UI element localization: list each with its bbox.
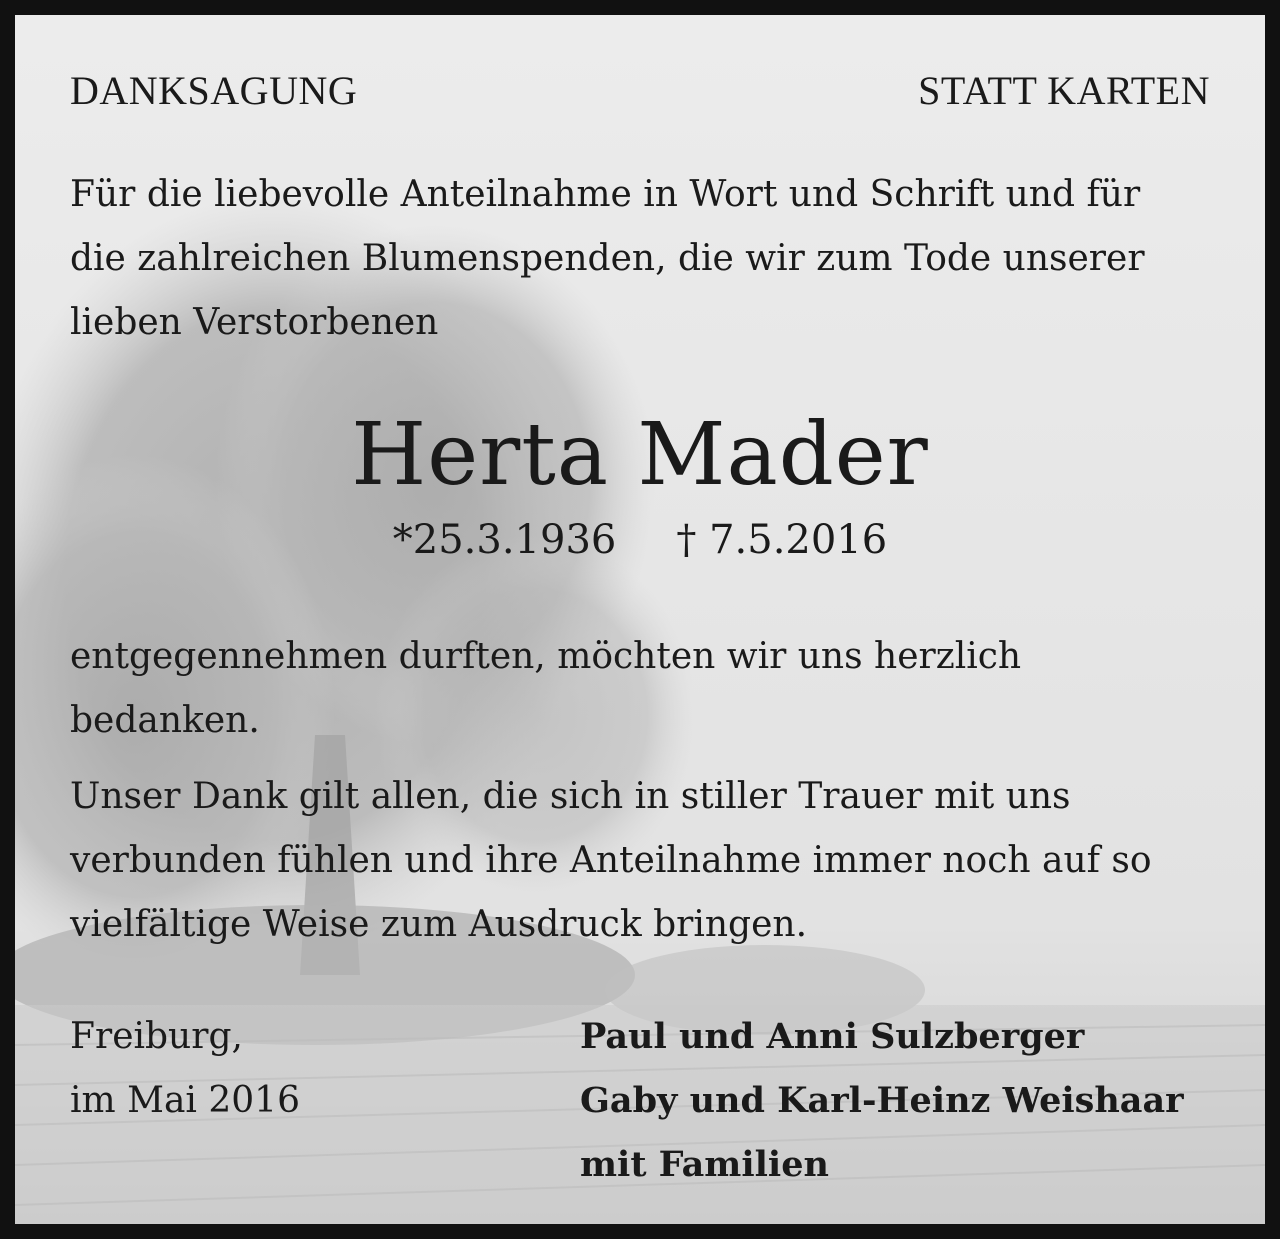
intro-paragraph	[70, 163, 1210, 355]
life-dates	[15, 515, 1265, 565]
gratitude-line: vielfältige Weise zum Ausdruck bringen.	[70, 904, 808, 945]
header	[70, 67, 1210, 114]
thanks-line: bedanken.	[70, 700, 260, 741]
signatory-line: mit Familien	[580, 1144, 829, 1185]
birth-date: *25.3.1936	[392, 517, 617, 563]
header-title: DANKSAGUNG	[70, 68, 358, 113]
header-note: STATT KARTEN	[918, 68, 1210, 113]
date: im Mai 2016	[70, 1080, 300, 1121]
intro-line: lieben Verstorbenen	[70, 302, 439, 343]
place-and-date	[70, 1005, 300, 1133]
death-date: † 7.5.2016	[676, 517, 888, 563]
intro-line: die zahlreichen Blumenspenden, die wir zum Tode unserer	[70, 238, 1145, 279]
thanks-line: entgegennehmen durften, möchten wir uns herzlich	[70, 636, 1022, 677]
deceased-name: Herta Mader	[351, 405, 929, 505]
signatories	[580, 1005, 1184, 1197]
place: Freiburg,	[70, 1016, 243, 1057]
gratitude-line: Unser Dank gilt allen, die sich in stiller Trauer mit uns	[70, 776, 1071, 817]
signatory-line: Paul und Anni Sulzberger	[580, 1016, 1085, 1057]
signatory-line: Gaby und Karl-Heinz Weishaar	[580, 1080, 1184, 1121]
gratitude-line: verbunden fühlen und ihre Anteilnahme immer noch auf so	[70, 840, 1152, 881]
thanks-paragraph	[70, 625, 1210, 753]
gratitude-paragraph	[70, 765, 1210, 957]
intro-line: Für die liebevolle Anteilnahme in Wort und Schrift und für	[70, 174, 1141, 215]
